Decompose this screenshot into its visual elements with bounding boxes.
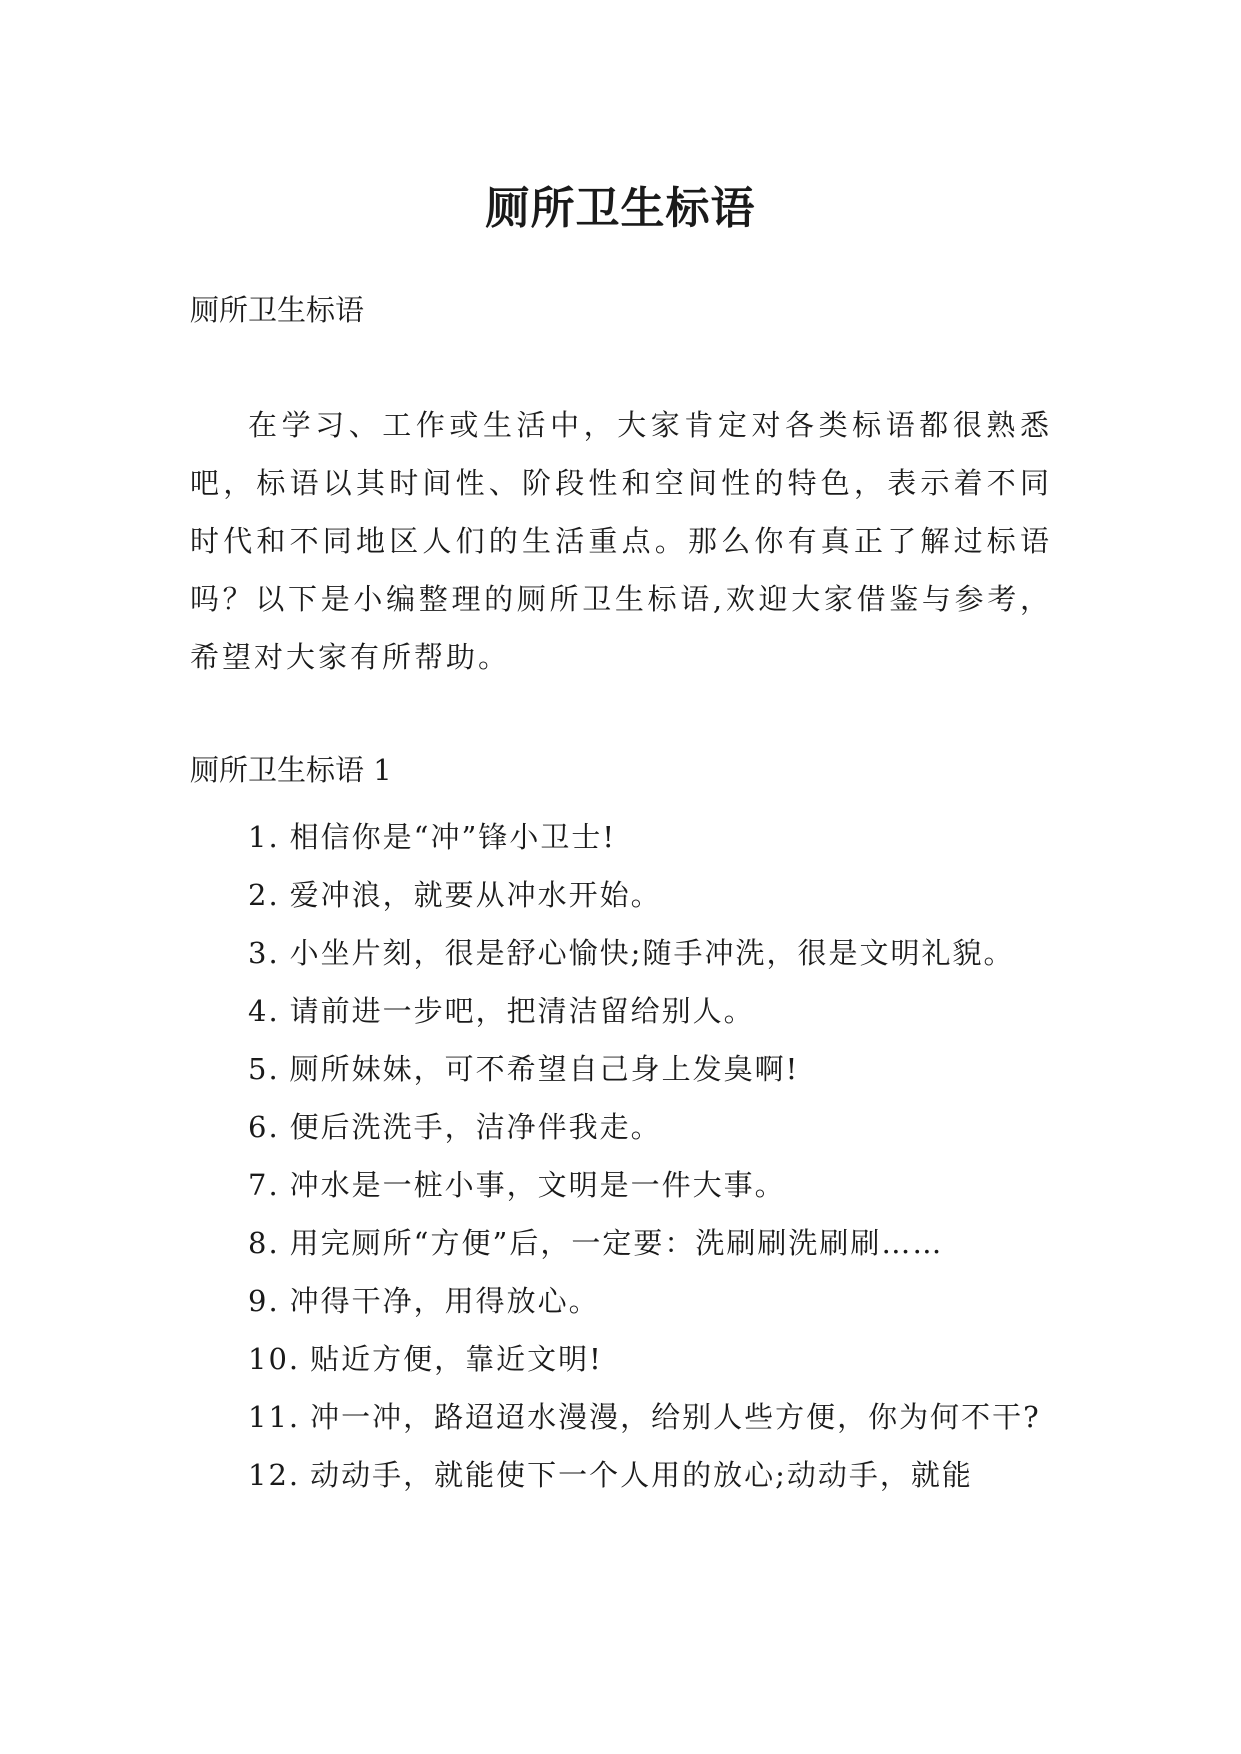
- slogan-number: 8.: [248, 1226, 280, 1260]
- list-item: [190, 866, 1052, 924]
- slogan-number: 10.: [248, 1342, 301, 1376]
- slogan-number: 7.: [248, 1168, 280, 1202]
- slogan-number: 6.: [248, 1110, 280, 1144]
- slogan-number: 12.: [248, 1458, 301, 1492]
- list-item: [190, 1330, 1052, 1388]
- slogan-text: 爱冲浪，就要从冲水开始。: [289, 878, 662, 912]
- slogan-number: 3.: [248, 936, 280, 970]
- list-item: [190, 982, 1052, 1040]
- list-item: [190, 808, 1052, 866]
- slogan-text: 用完厕所“方便”后，一定要：洗刷刷洗刷刷……: [289, 1226, 944, 1260]
- slogan-list: [190, 808, 1052, 1504]
- slogan-text: 便后洗洗手，洁净伴我走。: [289, 1110, 662, 1144]
- slogan-text: 冲得干净，用得放心。: [289, 1284, 600, 1318]
- slogan-text: 小坐片刻，很是舒心愉快;随手冲洗，很是文明礼貌。: [289, 936, 1015, 970]
- slogan-text: 冲一冲，路迢迢水漫漫，给别人些方便，你为何不干?: [310, 1400, 1041, 1434]
- slogan-number: 2.: [248, 878, 280, 912]
- list-item: [190, 1388, 1052, 1446]
- slogan-number: 5.: [248, 1052, 280, 1086]
- slogan-number: 9.: [248, 1284, 280, 1318]
- list-item: [190, 1040, 1052, 1098]
- list-item: [190, 1156, 1052, 1214]
- list-item: [190, 1272, 1052, 1330]
- section-heading: 厕所卫生标语 1: [190, 753, 392, 787]
- slogan-number: 11.: [248, 1400, 301, 1434]
- list-item: [190, 924, 1052, 982]
- slogan-number: 1.: [248, 820, 280, 854]
- list-item: [190, 1446, 1052, 1504]
- list-item: [190, 1098, 1052, 1156]
- slogan-text: 贴近方便，靠近文明!: [310, 1342, 603, 1376]
- slogan-text: 请前进一步吧，把清洁留给别人。: [289, 994, 755, 1028]
- document-title: 厕所卫生标语: [485, 183, 756, 235]
- slogan-number: 4.: [248, 994, 280, 1028]
- list-item: [190, 1214, 1052, 1272]
- document-subtitle: 厕所卫生标语: [190, 293, 365, 327]
- slogan-text: 相信你是“冲”锋小卫士!: [289, 820, 616, 854]
- slogan-text: 冲水是一桩小事，文明是一件大事。: [289, 1168, 786, 1202]
- slogan-text: 厕所妹妹，可不希望自己身上发臭啊!: [289, 1052, 800, 1086]
- intro-paragraph: 在学习、工作或生活中，大家肯定对各类标语都很熟悉吧，标语以其时间性、阶段性和空间性的特色，表示着不同时代和不同地区人们的生活重点。那么你有真正了解过标语吗？以下是小编整理的厕所卫生标语,欢迎大家借鉴与参考，希望对大家有所帮助。: [190, 408, 1052, 674]
- slogan-text: 动动手，就能使下一个人用的放心;动动手，就能: [310, 1458, 973, 1492]
- document-body: [190, 290, 1052, 1504]
